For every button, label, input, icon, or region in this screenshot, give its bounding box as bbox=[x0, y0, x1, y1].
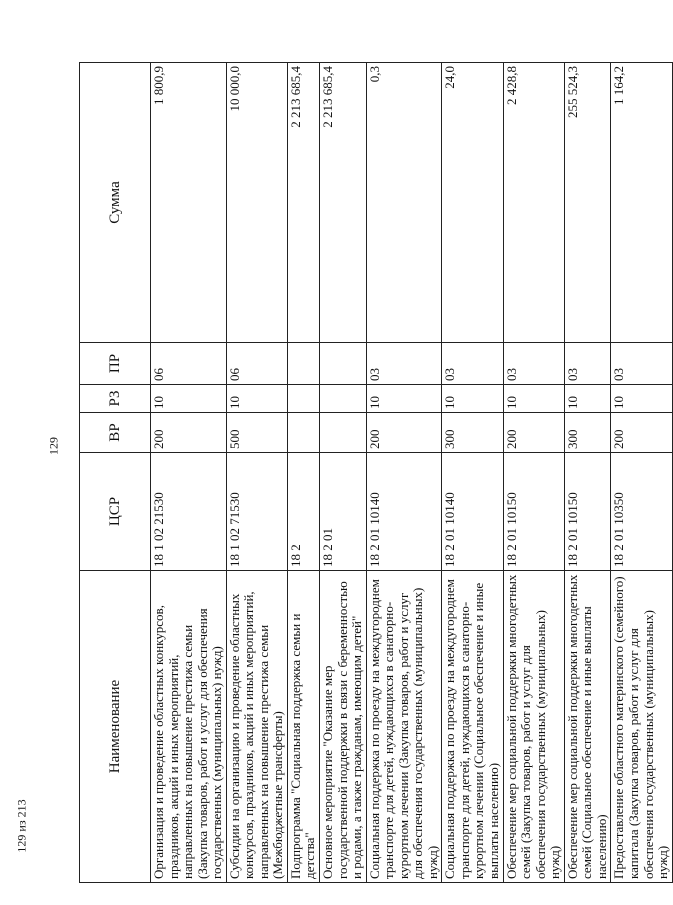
cell-pr: 06 bbox=[151, 343, 227, 385]
cell-pr: 03 bbox=[503, 343, 564, 385]
cell-vr: 200 bbox=[366, 413, 442, 453]
table-row bbox=[366, 63, 442, 883]
cell-name: Обеспечение мер социальной поддержки многодетных семей (Социальное обеспечение и иные выплаты населению) bbox=[564, 571, 611, 883]
header-sum: Сумма bbox=[80, 63, 151, 343]
page-number-top: 129 bbox=[46, 437, 61, 455]
table-header-row bbox=[80, 63, 151, 883]
cell-pr: 03 bbox=[366, 343, 442, 385]
table-row bbox=[320, 63, 367, 883]
cell-pr bbox=[287, 343, 319, 385]
cell-vr: 200 bbox=[503, 413, 564, 453]
cell-vr: 300 bbox=[564, 413, 611, 453]
cell-vr: 200 bbox=[611, 413, 672, 453]
cell-name: Организация и проведение областных конкурсов, праздников, акций и иных мероприятий, направленных на повышение престижа семьи (Закупка товаров, работ и услуг для обеспечения государственных (муниципальных) нужд) bbox=[151, 571, 227, 883]
header-rz: РЗ bbox=[80, 385, 151, 413]
cell-pr: 06 bbox=[226, 343, 287, 385]
budget-table-container bbox=[79, 63, 671, 883]
cell-vr bbox=[320, 413, 367, 453]
cell-csr: 18 2 01 10350 bbox=[611, 453, 672, 571]
cell-sum: 2 213 685,4 bbox=[287, 63, 319, 343]
cell-name: Субсидии на организацию и проведение областных конкурсов, праздников, акций и иных мероприятий, направленных на повышение престижа семьи (Межбюджетные трансферты) bbox=[226, 571, 287, 883]
cell-name: Основное мероприятие "Оказание мер государственной поддержки в связи с беременностью и родами, а также гражданам, имеющим детей" bbox=[320, 571, 367, 883]
cell-vr: 500 bbox=[226, 413, 287, 453]
cell-name: Социальная поддержка по проезду на междугороднем транспорте для детей, нуждающихся в санаторно-курортном лечении (Закупка товаров, работ и услуг для обеспечения государственных (муниципальных) нужд) bbox=[366, 571, 442, 883]
cell-rz: 10 bbox=[366, 385, 442, 413]
cell-name: Обеспечение мер социальной поддержки многодетных семей (Закупка товаров, работ и услуг для обеспечения государственных (муниципальных) нужд) bbox=[503, 571, 564, 883]
cell-sum: 24,0 bbox=[442, 63, 503, 343]
cell-name: Предоставление областного материнского (семейного) капитала (Закупка товаров, работ и услуг для обеспечения государственных (муниципальных) нужд) bbox=[611, 571, 672, 883]
cell-pr: 03 bbox=[611, 343, 672, 385]
cell-vr: 300 bbox=[442, 413, 503, 453]
cell-sum: 255 524,3 bbox=[564, 63, 611, 343]
cell-csr: 18 1 02 21530 bbox=[151, 453, 227, 571]
header-name: Наименование bbox=[80, 571, 151, 883]
cell-csr: 18 2 01 10140 bbox=[366, 453, 442, 571]
budget-table bbox=[79, 62, 673, 883]
header-vr: ВР bbox=[80, 413, 151, 453]
cell-rz bbox=[320, 385, 367, 413]
cell-csr: 18 2 01 10140 bbox=[442, 453, 503, 571]
cell-csr: 18 2 01 10150 bbox=[564, 453, 611, 571]
cell-vr bbox=[287, 413, 319, 453]
cell-csr: 18 1 02 71530 bbox=[226, 453, 287, 571]
table-row bbox=[151, 63, 227, 883]
table-row bbox=[287, 63, 319, 883]
cell-csr: 18 2 01 bbox=[320, 453, 367, 571]
cell-sum: 1 164,2 bbox=[611, 63, 672, 343]
table-row bbox=[611, 63, 672, 883]
cell-sum: 2 428,8 bbox=[503, 63, 564, 343]
cell-rz: 10 bbox=[442, 385, 503, 413]
cell-csr: 18 2 01 10150 bbox=[503, 453, 564, 571]
table-row bbox=[564, 63, 611, 883]
cell-pr: 03 bbox=[442, 343, 503, 385]
cell-sum: 1 800,9 bbox=[151, 63, 227, 343]
cell-rz bbox=[287, 385, 319, 413]
cell-sum: 10 000,0 bbox=[226, 63, 287, 343]
cell-rz: 10 bbox=[226, 385, 287, 413]
cell-name: Подпрограмма "Социальная поддержка семьи и детства" bbox=[287, 571, 319, 883]
page-counter: 129 из 213 bbox=[14, 799, 29, 853]
cell-rz: 10 bbox=[151, 385, 227, 413]
cell-rz: 10 bbox=[564, 385, 611, 413]
header-pr: ПР bbox=[80, 343, 151, 385]
cell-rz: 10 bbox=[503, 385, 564, 413]
table-row bbox=[503, 63, 564, 883]
header-csr: ЦСР bbox=[80, 453, 151, 571]
cell-name: Социальная поддержка по проезду на междугороднем транспорте для детей, нуждающихся в санаторно-курортном лечении (Социальное обеспечение и иные выплаты населению) bbox=[442, 571, 503, 883]
cell-sum: 2 213 685,4 bbox=[320, 63, 367, 343]
table-row bbox=[226, 63, 287, 883]
cell-pr bbox=[320, 343, 367, 385]
table-body bbox=[151, 63, 673, 883]
cell-pr: 03 bbox=[564, 343, 611, 385]
cell-vr: 200 bbox=[151, 413, 227, 453]
table-row bbox=[442, 63, 503, 883]
cell-rz: 10 bbox=[611, 385, 672, 413]
cell-csr: 18 2 bbox=[287, 453, 319, 571]
cell-sum: 0,3 bbox=[366, 63, 442, 343]
